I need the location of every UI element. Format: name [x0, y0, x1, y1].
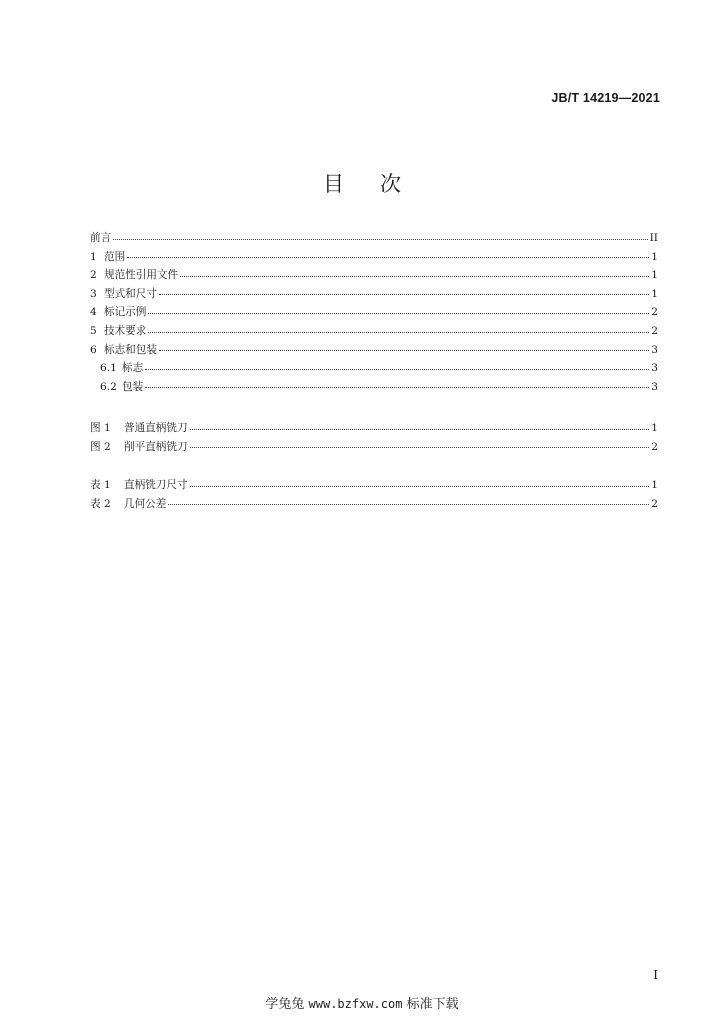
leader-dots — [159, 350, 649, 351]
toc-page: 3 — [651, 362, 658, 375]
toc-label: 型式和尺寸 — [104, 287, 157, 300]
toc-figures — [90, 419, 658, 456]
toc-entry-5[interactable] — [90, 322, 658, 341]
leader-dots — [190, 447, 650, 448]
toc-num: 6.2 — [100, 380, 117, 393]
toc-page: 1 — [651, 422, 658, 434]
toc-num: 5 — [90, 324, 97, 337]
toc-entry-3[interactable] — [90, 285, 658, 304]
toc-num: 3 — [90, 287, 97, 300]
toc-num: 6.1 — [100, 362, 117, 375]
toc-label: 削平直柄铣刀 — [124, 440, 188, 453]
toc-page: 2 — [651, 497, 658, 510]
toc-main — [90, 229, 658, 396]
title-char-2: 次 — [380, 172, 401, 196]
toc-page: 1 — [651, 250, 658, 263]
leader-dots — [148, 313, 649, 314]
leader-dots — [145, 369, 649, 370]
toc-num: 4 — [90, 306, 97, 319]
toc-num: 图 2 — [90, 440, 111, 453]
toc-page: 1 — [651, 269, 658, 282]
toc-entry-1[interactable] — [90, 248, 658, 267]
leader-dots — [159, 294, 649, 295]
standard-code: JB/T 14219—2021 — [551, 91, 660, 105]
toc-num: 1 — [90, 250, 97, 263]
leader-dots — [180, 276, 649, 277]
toc-entry-4[interactable] — [90, 303, 658, 322]
leader-dots — [190, 486, 650, 487]
toc-page: 3 — [651, 343, 658, 356]
toc-num: 6 — [90, 343, 97, 356]
toc-page: 2 — [651, 306, 658, 319]
toc-entry-6-2[interactable] — [90, 378, 658, 397]
toc-label: 几何公差 — [124, 497, 167, 510]
toc-label: 普通直柄铣刀 — [124, 422, 188, 434]
toc-table-1[interactable] — [90, 476, 658, 495]
toc-page: 3 — [651, 380, 658, 393]
toc-page: 2 — [651, 440, 658, 453]
toc-label: 包装 — [122, 380, 144, 393]
leader-dots — [127, 257, 649, 258]
page-title — [0, 168, 724, 198]
toc-label: 直柄铣刀尺寸 — [124, 479, 188, 491]
toc-figure-2[interactable] — [90, 438, 658, 457]
toc-page: II — [649, 232, 658, 244]
toc-num: 图 1 — [90, 422, 111, 434]
toc-num: 2 — [90, 269, 97, 282]
toc-label: 规范性引用文件 — [104, 269, 179, 282]
toc-page: 1 — [651, 287, 658, 300]
title-char-1: 目 — [323, 172, 344, 196]
toc-num: 表 1 — [90, 479, 111, 491]
leader-dots — [145, 387, 649, 388]
toc-tables — [90, 476, 658, 513]
toc-num: 表 2 — [90, 497, 111, 510]
toc-label: 技术要求 — [104, 324, 147, 337]
toc-page: 1 — [651, 479, 658, 491]
watermark — [0, 993, 724, 1012]
toc-entry-6[interactable] — [90, 341, 658, 360]
page-number: I — [653, 968, 658, 982]
watermark-url[interactable]: www.bzfxw.com — [308, 997, 403, 1011]
toc-figure-1[interactable] — [90, 419, 658, 438]
leader-dots — [190, 429, 650, 430]
toc-label: 标记示例 — [104, 306, 147, 319]
toc-entry-2[interactable] — [90, 266, 658, 285]
toc-label: 前言 — [90, 232, 112, 244]
toc-table-2[interactable] — [90, 495, 658, 514]
toc-label: 标志和包装 — [104, 343, 157, 356]
leader-dots — [168, 504, 649, 505]
toc-label: 范围 — [104, 250, 126, 263]
leader-dots — [148, 332, 649, 333]
watermark-tagline: 标准下载 — [406, 997, 459, 1012]
watermark-site-name: 学兔兔 — [265, 997, 305, 1012]
toc-page: 2 — [651, 324, 658, 337]
toc-entry-foreword[interactable] — [90, 229, 658, 248]
toc-label: 标志 — [122, 362, 144, 375]
leader-dots — [113, 239, 647, 240]
toc-entry-6-1[interactable] — [90, 359, 658, 378]
